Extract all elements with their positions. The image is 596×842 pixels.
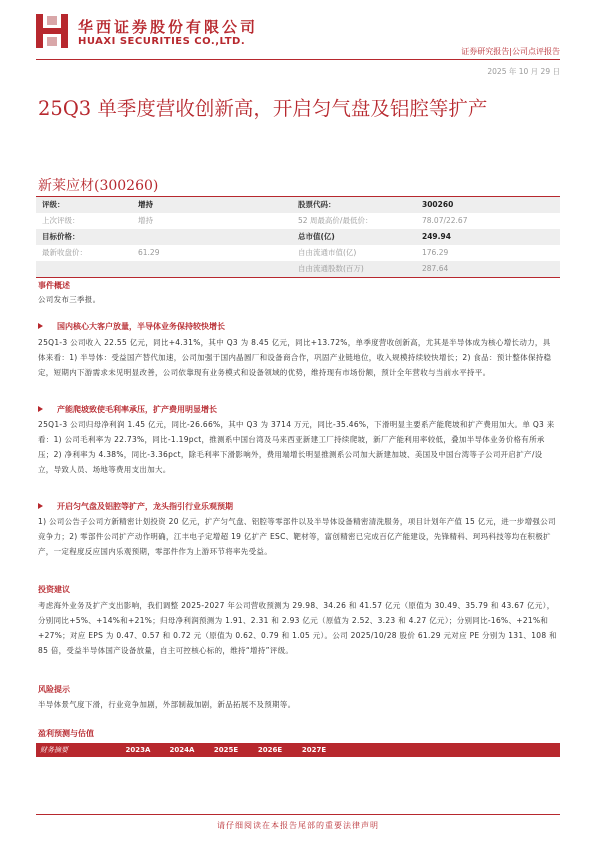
triangle-bullet-icon	[38, 406, 43, 412]
bullet-text-1: 25Q1-3 公司收入 22.55 亿元，同比+4.31%，其中 Q3 为 8.45 亿元，同比+13.72%，单季度营收创新高，尤其是半导体成为核心增长动力，具体来看：1) 半导体：受益国产替代加速，公司加强于国内晶圆厂和设备商合作，巩固产业链地位，收入规模持续较快增长；2) 食品：预计整体保持稳定，短期内下游需求未见明显改善，公司依靠现有业务模式和设备领域的优势，维持现有市场份额，预计全年营收与当前水平持平。	[38, 338, 552, 377]
header-divider	[36, 59, 560, 60]
stock-code-value: 300260	[422, 200, 454, 209]
prev-rating-value: 增持	[138, 216, 153, 225]
investment-heading: 投资建议	[38, 585, 70, 594]
bullet-text-3: 1) 公司公告子公司方新精密计划投资 20 亿元，扩产匀气盘、铝腔等零部件以及半导体设备精密清洗服务，项目计划年产值 15 亿元，进一步增强公司竞争力；2) 零部件公司扩产动作明确，江丰电子定增超 19 亿扩产 ESC、靶材等，富创精密已完成百亿产能建设，先锋精科、珂玛科技等均在积极扩产，一定程度反应国内乐观预期，零部件作为上游环节将率先受益。	[38, 517, 556, 556]
triangle-bullet-icon	[38, 323, 43, 329]
float-shares-value: 287.64	[422, 264, 449, 273]
float-cap-value: 176.29	[422, 248, 449, 257]
bullet-heading-2	[38, 404, 217, 415]
float-cap-label: 自由流通市值(亿)	[298, 248, 357, 257]
market-cap-label: 总市值(亿)	[298, 232, 335, 241]
bullet-heading-1	[38, 321, 225, 332]
rating-value: 增持	[138, 200, 153, 209]
forecast-year: 2025E	[213, 746, 239, 754]
bullet-title-2: 产能爬坡致使毛利率承压，扩产费用明显增长	[57, 405, 217, 414]
footer-disclaimer: 请仔细阅读在本报告尾部的重要法律声明	[217, 821, 379, 830]
forecast-year: 2027E	[301, 746, 327, 754]
forecast-year: 2026E	[257, 746, 283, 754]
float-shares-label: 自由流通股数(百万)	[298, 264, 364, 273]
table-row	[36, 229, 560, 245]
prev-rating-label: 上次评级：	[42, 216, 80, 225]
table-row	[36, 213, 560, 229]
empty-cell	[132, 261, 292, 277]
forecast-table-header	[36, 743, 560, 757]
forecast-heading: 盈利预测与估值	[38, 729, 94, 738]
event-heading: 事件概述	[38, 281, 70, 290]
rating-table	[36, 196, 560, 278]
report-type: 证券研究报告|公司点评报告	[461, 47, 560, 56]
event-text: 公司发布三季报。	[38, 295, 101, 304]
bullet-text-2: 25Q1-3 公司归母净利润 1.45 亿元，同比-26.66%，其中 Q3 为 3714 万元，同比-35.46%，下滑明显主要系产能爬坡和扩产费用加大。单 Q3 来看：1) 公司毛利率为 22.73%，同比-1.19pct，推测系中国台湾及马来西亚新建工厂持续爬坡，新厂产能利用率较低，叠加半导体业务价格有所承压；2) 净利率为 4.38%，同比-3.36pct，除毛利率下滑影响外，费用端增长明显推测系公司加大新建加坡、美国及中国台湾等子公司开启扩产/设立，导致人员、场地等费用支出加大。	[38, 420, 555, 474]
company-name: 新莱应材(300260)	[38, 178, 159, 194]
52w-range-value: 78.07/22.67	[422, 216, 468, 225]
risk-text: 半导体景气度下滑，行业竞争加剧，外部制裁加剧，新品拓展不及预期等。	[38, 700, 296, 709]
target-price-label: 目标价格：	[42, 232, 80, 241]
close-price-value: 61.29	[138, 248, 160, 257]
report-title: 25Q3 单季度营收创新高，开启匀气盘及铝腔等扩产	[38, 97, 488, 120]
bullet-title-3: 开启匀气盘及铝腔等扩产，龙头指引行业乐观预期	[57, 502, 233, 511]
footer-divider	[36, 814, 560, 815]
52w-range-label: 52 周最高价/最低价：	[298, 216, 373, 225]
risk-heading: 风险提示	[38, 685, 70, 694]
forecast-year: 2024A	[169, 746, 195, 754]
forecast-first-col: 财务摘要	[40, 746, 68, 754]
investment-text: 考虑海外业务及扩产支出影响，我们调整 2025-2027 年公司营收预测为 29.98、34.26 和 41.57 亿元（原值为 30.49、35.79 和 43.67 亿元），分别同比+5%、+14%和+21%；归母净利润预测为 1.91、2.31 和 2.93 亿元（原值为 2.52、3.23 和 4.27 亿元）；分别同比-16%、+21%和+27%；对应 EPS 为 0.47、0.57 和 0.72 元（原值为 0.62、0.79 和 1.05 元）。公司 2025/10/28 股价 61.29 元对应 PE 分别为 131、108 和 85 倍，受益半导体国产设备放量，自主可控核心标的，维持“增持”评级。	[38, 601, 557, 655]
table-row	[36, 245, 560, 261]
target-price-value	[132, 229, 292, 245]
forecast-year: 2023A	[125, 746, 151, 754]
bullet-heading-3	[38, 501, 233, 512]
report-date: 2025 年 10 月 29 日	[487, 67, 560, 76]
triangle-bullet-icon	[38, 503, 43, 509]
brand-name-cn: 华西证券股份有限公司	[78, 18, 259, 36]
bullet-title-1: 国内核心大客户放量，半导体业务保持较快增长	[57, 322, 225, 331]
brand-name-en: HUAXI SECURITIES CO.,LTD.	[78, 36, 246, 47]
stock-code-label: 股票代码：	[298, 200, 336, 209]
close-price-label: 最新收盘价：	[42, 248, 87, 257]
empty-cell	[36, 261, 132, 277]
market-cap-value: 249.94	[422, 232, 451, 241]
rating-label: 评级：	[42, 200, 65, 209]
table-row	[36, 261, 560, 277]
huaxi-logo-icon	[36, 14, 68, 48]
table-row	[36, 197, 560, 213]
